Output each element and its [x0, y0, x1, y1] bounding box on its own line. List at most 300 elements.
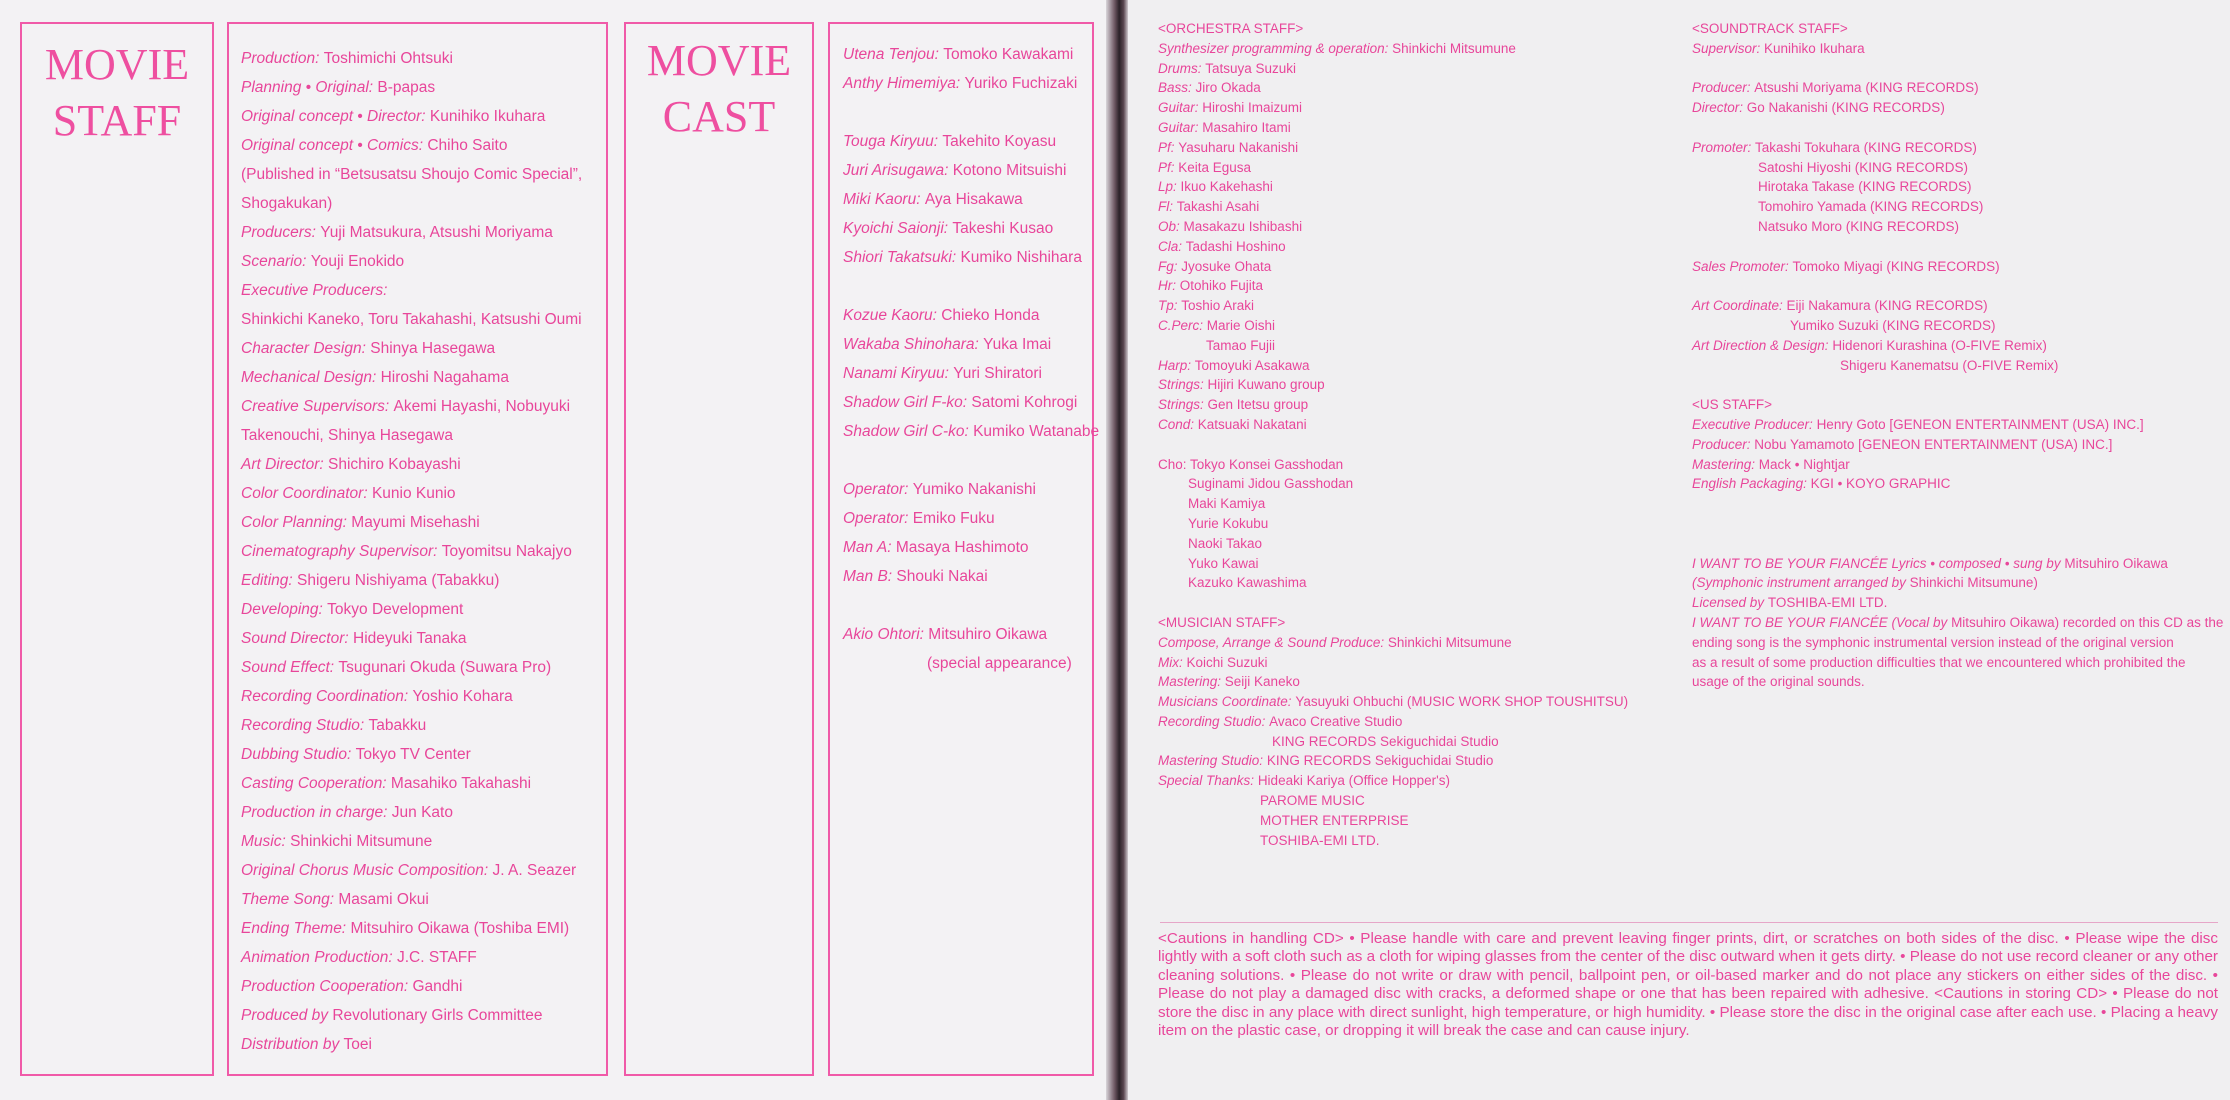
credit-role: Operator: [843, 481, 913, 498]
credit-line [241, 711, 582, 740]
credit-line [1692, 395, 2223, 415]
credit-role: Ob: [1158, 218, 1184, 234]
staff-heading-box [20, 22, 214, 1076]
credit-role: Promoter: [1692, 139, 1756, 155]
spacer [1692, 534, 2223, 554]
credit-name: Eiji Nakamura (KING RECORDS) [1786, 298, 1988, 314]
credit-name: Suginami Jidou Gasshodan [1188, 476, 1354, 492]
credit-role: Lp: [1158, 179, 1181, 195]
credit-role: Utena Tenjou: [843, 46, 944, 63]
credit-line [241, 334, 582, 363]
credit-role: Juri Arisugawa: [843, 162, 953, 179]
credit-role: English Packaging: [1692, 476, 1811, 492]
credit-line [1158, 237, 1628, 257]
credit-name: Tomohiro Yamada (KING RECORDS) [1758, 199, 1984, 215]
credit-line [1692, 356, 2223, 376]
credit-line [241, 218, 582, 247]
credit-line [1158, 356, 1628, 376]
credit-name: Keita Egusa [1178, 159, 1252, 175]
credit-name: PAROME MUSIC [1260, 793, 1365, 809]
credit-line [1692, 435, 2223, 455]
credit-role: Casting Cooperation: [241, 775, 391, 792]
credit-role: Supervisor: [1692, 40, 1765, 56]
credit-name: Yuri Shiratori [953, 365, 1042, 382]
credit-name: Shinkichi Kaneko, Toru Takahashi, Katsushi Oumi [241, 311, 582, 328]
credit-name: Yumiko Suzuki (KING RECORDS) [1790, 317, 1996, 333]
credit-role: Art Coordinate: [1692, 298, 1787, 314]
credit-name: Yuka Imai [983, 336, 1052, 353]
credit-line [843, 214, 1099, 243]
credit-line [1692, 455, 2223, 475]
credit-line [1158, 197, 1628, 217]
credit-name: Kumiko Nishihara [960, 249, 1082, 266]
credit-role: Mastering: [1158, 674, 1225, 690]
credit-name: Shinkichi Mitsumune [290, 833, 433, 850]
credit-role: Editing: [241, 572, 298, 589]
credit-line [241, 450, 582, 479]
credit-line [1158, 514, 1628, 534]
credit-name: Yumiko Nakanishi [912, 481, 1036, 498]
credit-role: Shiori Takatsuki: [843, 249, 961, 266]
credit-line [1692, 316, 2223, 336]
credit-line [241, 247, 582, 276]
credit-name: <US STAFF> [1692, 397, 1773, 413]
credit-line [1158, 415, 1628, 435]
credit-role: Producers: [241, 224, 321, 241]
credit-role: Production Cooperation: [241, 978, 413, 995]
credit-role: Production: [241, 50, 324, 67]
credit-line [241, 972, 582, 1001]
credit-role: Compose, Arrange & Sound Produce: [1158, 634, 1388, 650]
credit-role: Planning • Original: [241, 79, 378, 96]
cast-heading [624, 33, 814, 145]
credit-role: Production in charge: [241, 804, 392, 821]
credit-name: Satoshi Hiyoshi (KING RECORDS) [1758, 159, 1969, 175]
credit-name: Tomoko Kawakami [943, 46, 1074, 63]
credit-line [843, 156, 1099, 185]
credit-line [1692, 98, 2223, 118]
credit-name: Nobu Yamamoto [GENEON ENTERTAINMENT (USA) INC.] [1754, 436, 2113, 452]
credit-name: Masakazu Ishibashi [1183, 218, 1303, 234]
credit-line [241, 769, 582, 798]
credit-name: Naoki Takao [1188, 535, 1263, 551]
spacer [1692, 118, 2223, 138]
credit-line [241, 421, 582, 450]
credit-name: MOTHER ENTERPRISE [1260, 812, 1409, 828]
credit-line [843, 533, 1099, 562]
credit-name: Hideaki Kariya (Office Hopper's) [1257, 773, 1450, 789]
soundtrack-us-column [1692, 19, 2223, 692]
credit-line [241, 798, 582, 827]
credit-line [1158, 613, 1628, 633]
credit-name: Kotono Mitsuishi [952, 162, 1067, 179]
credit-line [1158, 296, 1628, 316]
credit-line [241, 102, 582, 131]
credit-role: Shadow Girl C-ko: [843, 423, 974, 440]
credit-line [1692, 197, 2223, 217]
credit-line [1692, 257, 2223, 277]
credit-name: Tsugunari Okuda (Suwara Pro) [338, 659, 552, 676]
credit-role: Wakaba Shinohara: [843, 336, 984, 353]
credit-name: Takehito Koyasu [942, 133, 1057, 150]
credit-role: Harp: [1158, 357, 1195, 373]
credit-line [241, 1001, 582, 1030]
cast-heading-box [624, 22, 814, 1076]
credit-name: Tatsuya Suzuki [1205, 60, 1297, 76]
credit-name: Tomoko Miyagi (KING RECORDS) [1792, 258, 2000, 274]
credit-line [1692, 573, 2223, 593]
credit-line [1158, 811, 1628, 831]
credit-role: (Symphonic instrument arranged by [1692, 575, 1910, 591]
credit-name: Hirotaka Takase (KING RECORDS) [1758, 179, 1972, 195]
credit-name: Tabakku [368, 717, 427, 734]
credit-line [1158, 573, 1628, 593]
credit-role: Scenario: [241, 253, 311, 270]
credit-line [241, 856, 582, 885]
credit-name: Shigeru Nishiyama (Tabakku) [297, 572, 500, 589]
cautions-divider [1160, 922, 2218, 923]
booklet-spine [1106, 0, 1128, 1100]
credit-name: Mayumi Misehashi [351, 514, 480, 531]
spacer [1692, 237, 2223, 257]
cast-credits-list [843, 40, 1099, 678]
credit-role: Miki Kaoru: [843, 191, 925, 208]
spacer [1158, 593, 1628, 613]
credit-line [241, 73, 582, 102]
credit-line [843, 620, 1099, 649]
cast-heading-line1: MOVIE [646, 36, 792, 85]
credit-role: Pf: [1158, 159, 1179, 175]
credit-role: Original concept • Director: [241, 108, 430, 125]
credit-name: Mack • Nightjar [1758, 456, 1850, 472]
credit-line [241, 44, 582, 73]
credit-line [843, 649, 1099, 678]
credit-line [1692, 653, 2223, 673]
credit-name: Yuji Matsukura, Atsushi Moriyama [320, 224, 553, 241]
credit-line [1158, 316, 1628, 336]
credit-line [241, 624, 582, 653]
credit-name: Shigeru Kanematsu (O-FIVE Remix) [1840, 357, 2059, 373]
credit-line [843, 243, 1099, 272]
credit-line [1158, 672, 1628, 692]
credit-line [1158, 455, 1628, 475]
credit-role: Operator: [843, 510, 913, 527]
credit-line [241, 682, 582, 711]
credit-line [843, 388, 1099, 417]
credit-name: Jun Kato [391, 804, 453, 821]
credit-name: TOSHIBA-EMI LTD. [1767, 595, 1888, 611]
credit-role: Musicians Coordinate: [1158, 694, 1296, 710]
credit-name: Ikuo Kakehashi [1180, 179, 1273, 195]
credit-name: Yuriko Fuchizaki [964, 75, 1078, 92]
credit-name: Henry Goto [GENEON ENTERTAINMENT (USA) INC.] [1816, 416, 2144, 432]
credit-line [843, 475, 1099, 504]
credit-role: Recording Coordination: [241, 688, 413, 705]
credit-name: Seiji Kaneko [1224, 674, 1300, 690]
credit-name: Gandhi [412, 978, 463, 995]
spacer [843, 446, 1099, 475]
credit-name: Otohiko Fujita [1179, 278, 1264, 294]
credit-name: Yasuyuki Ohbuchi (MUSIC WORK SHOP TOUSHITSU) [1295, 694, 1629, 710]
credit-name: Chiho Saito [427, 137, 508, 154]
credit-name: Takashi Asahi [1176, 199, 1260, 215]
credit-line [241, 1030, 582, 1059]
credit-line [1158, 732, 1628, 752]
credit-name: Mitsuhiro Oikawa) recorded on this CD as the [1951, 614, 2224, 630]
spacer [1158, 435, 1628, 455]
credit-name: Kunihiko Ikuhara [1764, 40, 1865, 56]
credit-role: Original concept • Comics: [241, 137, 428, 154]
credit-line [1158, 336, 1628, 356]
credit-name: Mitsuhiro Oikawa (Toshiba EMI) [350, 920, 570, 937]
credit-name: Toyomitsu Nakajyo [441, 543, 572, 560]
left-page [0, 0, 1106, 1100]
credit-line [1158, 19, 1628, 39]
credit-line [241, 740, 582, 769]
credit-name: Aya Hisakawa [924, 191, 1023, 208]
credit-role: Bass: [1158, 80, 1196, 96]
credit-line [241, 276, 582, 305]
credit-name: Kunihiko Ikuhara [429, 108, 546, 125]
credit-line [1692, 415, 2223, 435]
credit-name: Masami Okui [338, 891, 429, 908]
credit-line [1158, 375, 1628, 395]
credit-role: Original Chorus Music Composition: [241, 862, 493, 879]
credit-role: Man A: [843, 539, 896, 556]
credit-name: Shogakukan) [241, 195, 333, 212]
credit-name: Shinkichi Mitsumune) [1909, 575, 2038, 591]
credit-line [1692, 554, 2223, 574]
credit-name: Jiro Okada [1195, 80, 1261, 96]
credit-line [241, 943, 582, 972]
credit-role: Cla: [1158, 238, 1186, 254]
staff-credits-list [241, 44, 582, 1059]
credit-name: Revolutionary Girls Committee [332, 1007, 543, 1024]
credit-role: Theme Song: [241, 891, 339, 908]
credit-role: Producer: [1692, 80, 1755, 96]
credit-role: Sales Promoter: [1692, 258, 1793, 274]
spacer [1692, 276, 2223, 296]
credit-name: Takeshi Kusao [952, 220, 1054, 237]
credit-role: Sound Effect: [241, 659, 339, 676]
credit-role: Distribution by [241, 1036, 344, 1053]
credit-line [1692, 138, 2223, 158]
credit-name: Mitsuhiro Oikawa [928, 626, 1048, 643]
credit-line [1158, 59, 1628, 79]
credit-name: Takenouchi, Shinya Hasegawa [241, 427, 453, 444]
credit-role: Art Direction & Design: [1692, 337, 1833, 353]
staff-heading-line1: MOVIE [44, 40, 190, 89]
credit-line [241, 160, 582, 189]
credit-name: Hiroshi Nagahama [380, 369, 509, 386]
credit-role: Strings: [1158, 377, 1208, 393]
credit-line [241, 363, 582, 392]
credit-role: I WANT TO BE YOUR FIANCÉE Lyrics • composed • sung by [1692, 555, 2065, 571]
credit-line [1692, 158, 2223, 178]
credit-role: C.Perc: [1158, 317, 1207, 333]
credit-name: Shichiro Kobayashi [327, 456, 461, 473]
credit-role: Developing: [241, 601, 328, 618]
credit-role: Mechanical Design: [241, 369, 381, 386]
credit-line [1692, 633, 2223, 653]
credit-name: <SOUNDTRACK STAFF> [1692, 21, 1848, 36]
credit-line [1158, 39, 1628, 59]
credit-line [843, 69, 1099, 98]
credit-name: Masahiro Itami [1202, 119, 1291, 135]
credit-name: KGI • KOYO GRAPHIC [1810, 476, 1951, 492]
credit-line [1158, 138, 1628, 158]
credit-line [241, 914, 582, 943]
credit-name: usage of the original sounds. [1692, 674, 1865, 690]
credit-name: as a result of some production difficulties that we encountered which prohibited the [1692, 654, 2186, 670]
credit-name: Katsuaki Nakatani [1197, 416, 1307, 432]
credit-role: Color Coordinator: [241, 485, 372, 502]
credit-line [1158, 98, 1628, 118]
credit-line [241, 537, 582, 566]
credit-name: Tadashi Hoshino [1185, 238, 1286, 254]
credit-role: Cinematography Supervisor: [241, 543, 442, 560]
credit-name: Maki Kamiya [1188, 496, 1266, 512]
spacer [1692, 514, 2223, 534]
credit-name: KING RECORDS Sekiguchidai Studio [1272, 733, 1499, 749]
credit-name: Mitsuhiro Oikawa [2064, 555, 2168, 571]
credit-name: Koichi Suzuki [1186, 654, 1268, 670]
credit-line [241, 131, 582, 160]
credit-role: Recording Studio: [241, 717, 369, 734]
credit-role: Music: [241, 833, 291, 850]
credit-line [1158, 554, 1628, 574]
credit-role: Fg: [1158, 258, 1182, 274]
cd-cautions: <Cautions in handling CD> • Please handle with care and prevent leaving finger prints, dirt, or scratches on both sides of the disc. • Please wipe the disc lightly with a soft cloth such as a cloth for wiping glasses from the center of the disc outward when it gets dirty. • Please do not use record cleaner or any other cleaning solutions. • Please do not write or draw with pencil, ballpoint pen, or oil-based marker and do not place any stickers on either sides of the disc. • Please do not play a damaged disc with cracks, a deformed shape or one that has been repaired with adhesive. <Cautions in storing CD> • Please do not store the disc in any place with direct sunlight, high temperature, or high humidity. • Please store the disc in the original case after each use. • Placing a heavy item on the plastic case, or dropping it will break the case and can cause injury. [1158, 930, 2218, 1040]
credit-line [1158, 751, 1628, 771]
credit-line [1692, 336, 2223, 356]
credit-name: Akemi Hayashi, Nobuyuki [393, 398, 571, 415]
credit-role: Guitar: [1158, 100, 1203, 116]
credit-name: Yuko Kawai [1188, 555, 1259, 571]
credit-line [843, 185, 1099, 214]
credit-name: Jyosuke Ohata [1181, 258, 1272, 274]
credit-name: Satomi Kohrogi [971, 394, 1078, 411]
credit-name: Toei [343, 1036, 372, 1053]
staff-heading-line2: STAFF [52, 96, 182, 145]
credit-name: TOSHIBA-EMI LTD. [1260, 832, 1380, 848]
credit-line [1158, 118, 1628, 138]
credit-name: J. A. Seazer [492, 862, 577, 879]
credit-line [1158, 771, 1628, 791]
credit-role: Animation Production: [241, 949, 397, 966]
credit-role: Cond: [1158, 416, 1198, 432]
credit-role: Mastering: [1692, 456, 1759, 472]
credit-role: Executive Producers: [241, 282, 388, 299]
credit-role: Man B: [843, 568, 897, 585]
credit-line [1692, 593, 2223, 613]
credit-line [843, 301, 1099, 330]
credit-name: Natsuko Moro (KING RECORDS) [1758, 218, 1960, 234]
credit-line [1692, 474, 2223, 494]
credit-line [1158, 217, 1628, 237]
credit-name: Shinya Hasegawa [370, 340, 496, 357]
credit-line [843, 127, 1099, 156]
credit-name: B-papas [377, 79, 436, 96]
credit-role: Touga Kiryuu: [843, 133, 943, 150]
credit-name: KING RECORDS Sekiguchidai Studio [1266, 753, 1494, 769]
spacer [1692, 59, 2223, 79]
credit-role: Producer: [1692, 436, 1755, 452]
credit-line [241, 566, 582, 595]
credit-line [1158, 276, 1628, 296]
credit-line [1692, 19, 2223, 39]
credit-role: Licensed by [1692, 595, 1768, 611]
credit-line [1158, 534, 1628, 554]
credit-line [1158, 78, 1628, 98]
credit-role: Fl: [1158, 199, 1177, 215]
credit-name: Yoshio Kohara [412, 688, 513, 705]
credit-role: Guitar: [1158, 119, 1203, 135]
credit-name: Cho: Tokyo Konsei Gasshodan [1158, 456, 1344, 472]
credit-role: Nanami Kiryuu: [843, 365, 954, 382]
credit-name: Yurie Kokubu [1188, 515, 1269, 531]
credit-role: Sound Director: [241, 630, 353, 647]
credit-role: Anthy Himemiya: [843, 75, 965, 92]
credit-name: J.C. STAFF [396, 949, 477, 966]
credit-role: Dubbing Studio: [241, 746, 356, 763]
spacer [843, 591, 1099, 620]
credit-line [843, 330, 1099, 359]
credit-line [1158, 158, 1628, 178]
credit-line [843, 40, 1099, 69]
credit-role: Strings: [1158, 397, 1208, 413]
credit-line [1158, 633, 1628, 653]
credit-name: Masahiko Takahashi [390, 775, 532, 792]
credit-name: Hiroshi Imaizumi [1202, 100, 1303, 116]
credit-name: Tokyo TV Center [355, 746, 471, 763]
credit-name: Hijiri Kuwano group [1207, 377, 1325, 393]
credit-role: Executive Producer: [1692, 416, 1817, 432]
credit-name: Masaya Hashimoto [895, 539, 1029, 556]
credit-name: Takashi Tokuhara (KING RECORDS) [1755, 139, 1977, 155]
credit-name: (Published in “Betsusatsu Shoujo Comic Special”, [241, 166, 583, 183]
credit-line [1692, 296, 2223, 316]
credit-line [1692, 672, 2223, 692]
credit-name: Hideyuki Tanaka [353, 630, 467, 647]
credit-role: Tp: [1158, 298, 1182, 314]
credit-line [843, 562, 1099, 591]
credit-role: Mastering Studio: [1158, 753, 1267, 769]
credit-line [1158, 395, 1628, 415]
credit-name: Toshimichi Ohtsuki [323, 50, 453, 67]
credit-role: Akio Ohtori: [843, 626, 929, 643]
credit-line [1692, 613, 2223, 633]
staff-heading [20, 37, 214, 149]
credit-line [241, 392, 582, 421]
credit-name: Emiko Fuku [912, 510, 995, 527]
credit-name: <ORCHESTRA STAFF> [1158, 21, 1304, 36]
spacer [1692, 494, 2223, 514]
credit-role: Creative Supervisors: [241, 398, 394, 415]
credit-name: Kumiko Watanabe [973, 423, 1100, 440]
credit-name: Gen Itetsu group [1207, 397, 1309, 413]
credit-line [241, 827, 582, 856]
credit-line [241, 653, 582, 682]
credit-name: Chieko Honda [941, 307, 1040, 324]
credit-role: Special Thanks: [1158, 773, 1258, 789]
credit-line [1158, 831, 1628, 851]
credit-name: Kunio Kunio [371, 485, 456, 502]
credit-role: Art Director: [241, 456, 328, 473]
credit-name: Go Nakanishi (KING RECORDS) [1746, 100, 1945, 116]
credit-name: Hidenori Kurashina (O-FIVE Remix) [1832, 337, 2047, 353]
credit-name: Tokyo Development [327, 601, 464, 618]
